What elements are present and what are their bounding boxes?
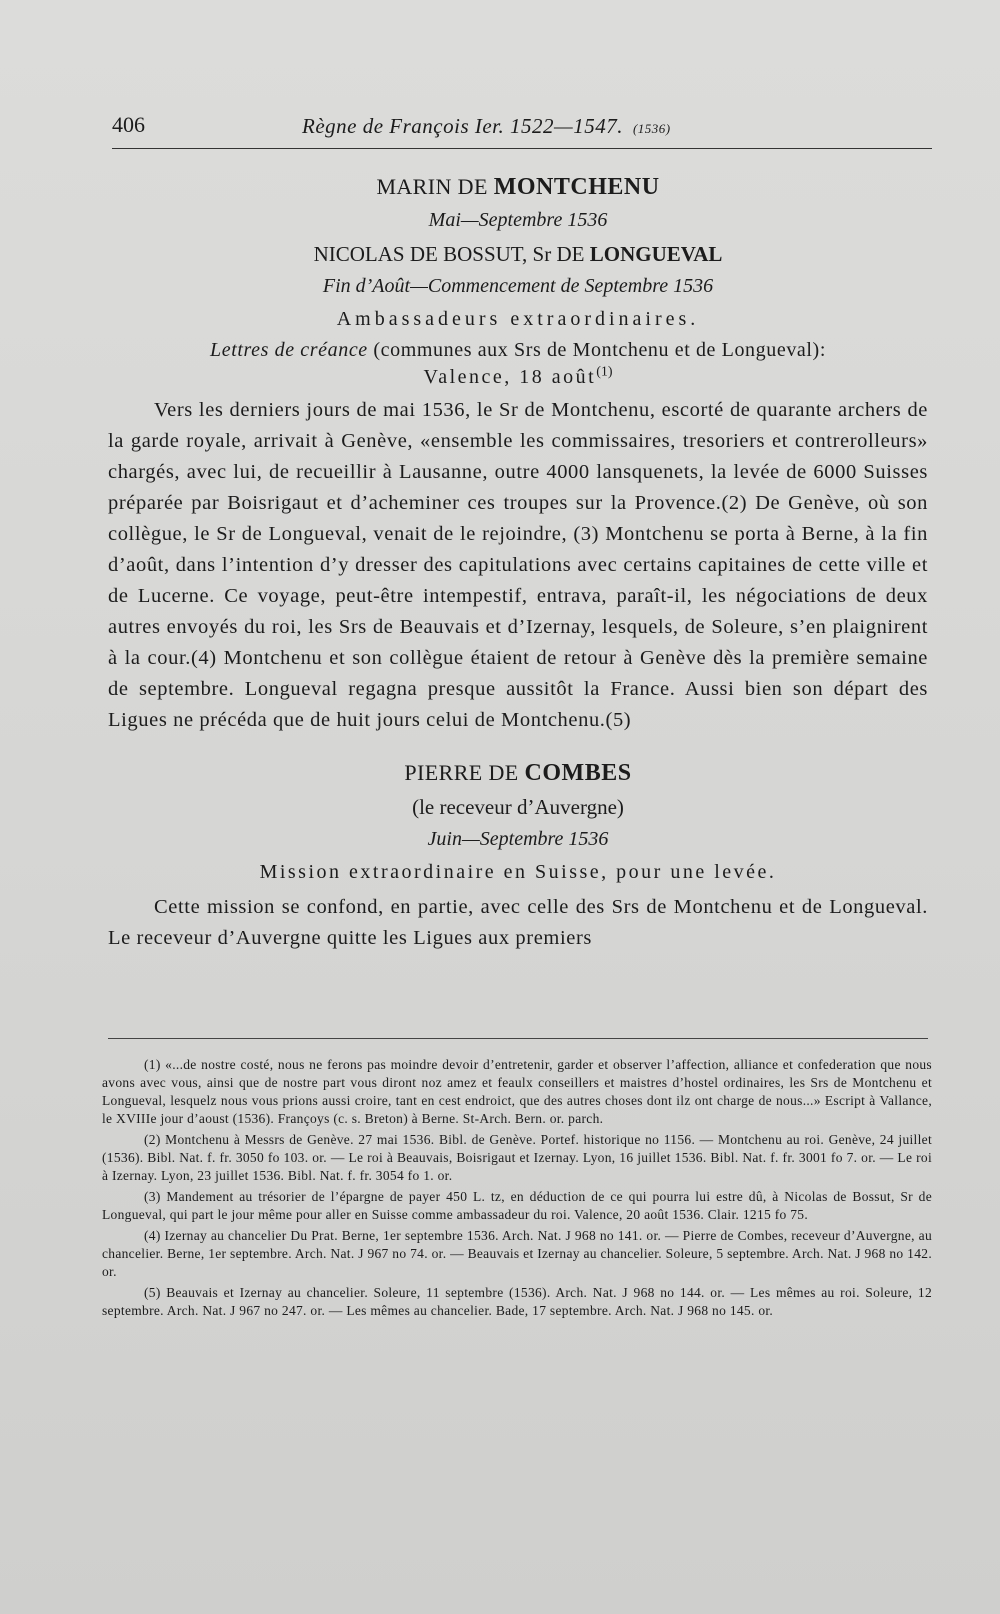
footnote-1: (1) «...de nostre costé, nous ne ferons pas moindre devoir d’entretenir, garder et observer l’affection, alliance et confederation que nous avons avec vous, ainsi que de nostre part vous diront noz amez et feaulx conseillers et maistres d’hostel ordinaires, les Srs de Montchenu et Longueval, lesquelz nous vous prions aussi croire, tant en cest endroict, que des autres choses dont ilz ont charge de nous...» Escript à Vallance, le XVIIIe jour d’aoust (1536). Françoys (c. s. Breton) à Berne. St-Arch. Bern. or. parch. <box>102 1057 932 1126</box>
heading-montchenu <box>108 174 928 201</box>
section-combes <box>108 760 928 954</box>
dates-montchenu: Mai—Septembre 1536 <box>428 209 608 231</box>
footnote-5: (5) Beauvais et Izernay au chancelier. Soleure, 11 septembre (1536). Arch. Nat. J 968 no 144. or. — Les mêmes au roi. Soleure, 12 septembre. Arch. Nat. J 967 no 247. or. — Les mêmes au chancelier. Bade, 17 septembre. Arch. Nat. J 968 no 145. or. <box>102 1285 932 1318</box>
heading-prefix: MARIN DE <box>376 174 494 199</box>
heading-prefix: PIERRE DE <box>404 760 525 785</box>
heading-combes <box>108 760 928 787</box>
footnote-4: (4) Izernay au chancelier Du Prat. Berne, 1er septembre 1536. Arch. Nat. J 968 no 141. or. — Pierre de Combes, receveur d’Auvergne, au chancelier. Berne, 1er septembre. Arch. Nat. J 967 no 74. or. — Beauvais et Izernay au chancelier. Soleure, 5 septembre. Arch. Nat. J 968 no 142. or. <box>102 1228 932 1279</box>
paragraph-montchenu: Vers les derniers jours de mai 1536, le Sr de Montchenu, escorté de quarante archers de la garde royale, arrivait à Genève, «ensemble les commissaires, tresoriers et contrerolleurs» chargés, avec lui, de recueillir à Lausanne, outre 4000 lansquenets, la levée de 6000 Suisses préparée par Boisrigaut et d’acheminer ces troupes sur la Provence.(2) De Genève, où son collègue, le Sr de Longueval, venait de le rejoindre, (3) Montchenu se porta à Berne, à la fin d’août, dans l’intention d’y dresser des capitulations avec certains capitaines de cette ville et de Lucerne. Ce voyage, peut-être intempestif, entrava, paraît-il, les négociations de deux autres envoyés du roi, les Srs de Beauvais et d’Izernay, lesquels, de Soleure, s’en plaignirent à la cour.(4) Montchenu et son collègue étaient de retour à Genève dès la première semaine de septembre. Longueval regagna presque aussitôt la France. Aussi bien son départ des Ligues ne précéda que de huit jours celui de Montchenu.(5) <box>108 399 928 731</box>
footnote-2: (2) Montchenu à Messrs de Genève. 27 mai 1536. Bibl. de Genève. Portef. historique no 1156. — Montchenu au roi. Genève, 24 juillet (1536). Bibl. Nat. f. fr. 3050 fo 103. or. — Le roi à Beauvais, Boisrigaut et Izernay. Lyon, 16 juillet 1536. Bibl. Nat. f. fr. 3001 fo 7. or. — Le roi à Izernay. Lyon, 23 juillet 1536. Bibl. Nat. f. fr. 3054 fo 1. or. <box>102 1132 932 1183</box>
dates-combes: Juin—Septembre 1536 <box>427 828 609 850</box>
creance-italic: Lettres de créance <box>210 339 368 361</box>
dates-longueval: Fin d’Août—Commencement de Septembre 1536 <box>322 275 714 297</box>
creance-rest: (communes aux Srs de Montchenu et de Longueval): <box>367 339 826 361</box>
subtitle-receveur: (le receveur d’Auvergne) <box>412 795 624 819</box>
footnote-3: (3) Mandement au trésorier de l’épargne de payer 450 L. tz, en déduction de ce qui pourra lui estre dû, à Nicolas de Bossut, Sr de Longueval, qui part le jour même pour aller en Suisse comme ambassadeur du roi. Valence, 20 août 1536. Clair. 1215 fo 75. <box>102 1189 932 1222</box>
role-ambassadeurs: Ambassadeurs extraordinaires. <box>336 308 700 330</box>
role-mission: Mission extraordinaire en Suisse, pour une levée. <box>259 861 777 883</box>
heading-surname: MONTCHENU <box>493 174 660 200</box>
footnotes <box>102 1056 932 1320</box>
footnote-rule <box>108 1038 928 1039</box>
heading-surname: COMBES <box>524 760 632 786</box>
running-title <box>302 114 671 139</box>
running-year: (1536) <box>632 121 671 136</box>
valence-text: Valence, 18 août <box>423 366 597 388</box>
valence-date <box>108 366 928 389</box>
heading-longueval <box>108 242 928 267</box>
paragraph-combes: Cette mission se confond, en partie, avec celle des Srs de Montchenu et de Longueval. Le receveur d’Auvergne quitte les Ligues aux premiers <box>108 896 928 949</box>
heading-surname: LONGUEVAL <box>589 242 723 266</box>
heading-prefix: NICOLAS DE BOSSUT, Sr DE <box>313 242 590 266</box>
page-header <box>112 108 932 149</box>
page-body <box>108 170 928 954</box>
footnote-ref: (1) <box>596 364 613 380</box>
lettres-de-creance <box>108 339 928 362</box>
page-number: 406 <box>112 112 145 137</box>
running-title-text: Règne de François Ier. 1522—1547. <box>302 114 623 138</box>
